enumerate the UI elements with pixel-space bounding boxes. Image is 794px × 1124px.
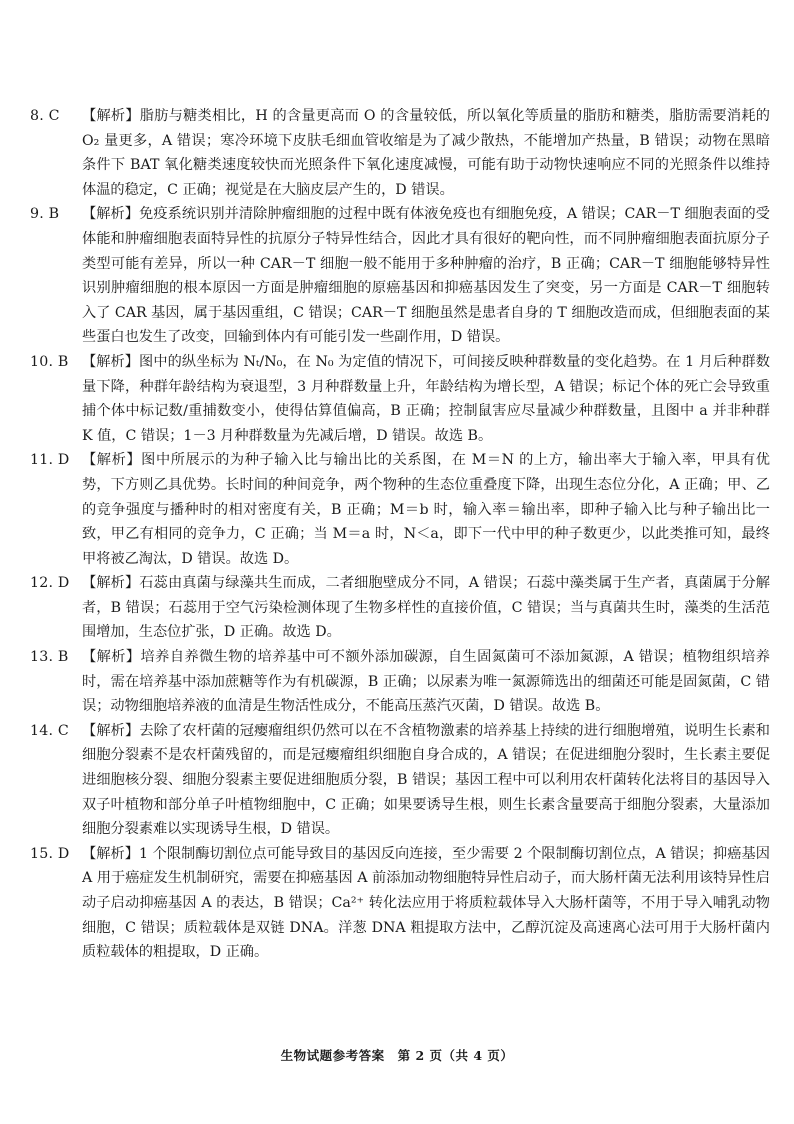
answer-item-15 (30, 842, 770, 965)
answer-label: 10. B (30, 353, 69, 370)
page-footer: 生物试题参考答案 第 2 页（共 4 页） (280, 1048, 514, 1063)
answer-label: 11. D (30, 452, 70, 469)
answer-item-8 (30, 104, 770, 202)
answer-item-12 (30, 571, 770, 645)
answer-explanation: 【解析】石蕊由真菌与绿藻共生而成，二者细胞壁成分不同，A 错误；石蕊中藻类属于生产者，真菌属于分解者，B 错误；石蕊用于空气污染检测体现了生物多样性的直接价值，C 错误；当与真菌共生时，藻类的生活范围增加，生态位扩张，D 正确。故选 D。 (82, 575, 770, 641)
answer-item-9 (30, 202, 770, 350)
answer-item-14 (30, 719, 770, 842)
answer-label: 14. C (30, 722, 69, 739)
answer-explanation: 【解析】脂肪与糖类相比，H 的含量更高而 O 的含量较低，所以氧化等质量的脂肪和糖类，脂肪需要消耗的 O₂ 量更多，A 错误；寒冷环境下皮肤毛细血管收缩是为了减少散热，不能增加产热量，B 错误；动物在黑暗条件下 BAT 氧化糖类速度较快而光照条件下氧化速度减慢，可能有助于动物快速响应不同的光照条件以维持体温的稳定，C 正确；视觉是在大脑皮层产生的，D 错误。 (82, 108, 770, 198)
answer-item-11 (30, 448, 770, 571)
answer-explanation: 【解析】1 个限制酶切割位点可能导致目的基因反向连接，至少需要 2 个限制酶切割位点，A 错误；抑癌基因 A 用于癌症发生机制研究，需要在抑癌基因 A 前添加动物细胞特异性启动子，而大肠杆菌无法利用该特异性启动子启动抑癌基因 A 的表达，B 错误；Ca²⁺ 转化法应用于将质粒载体导入大肠杆菌等，不用于导入哺乳动物细胞，C 错误；质粒载体是双链 DNA。洋葱 DNA 粗提取方法中，乙醇沉淀及高速离心法可用于大肠杆菌内质粒载体的粗提取，D 正确。 (82, 845, 770, 961)
answer-item-10 (30, 350, 770, 448)
answer-explanation: 【解析】去除了农杆菌的冠瘿瘤组织仍然可以在不含植物激素的培养基上持续的进行细胞增殖，说明生长素和细胞分裂素不是农杆菌残留的，而是冠瘿瘤组织细胞自身合成的，A 错误；在促进细胞分裂时，生长素主要促进细胞核分裂、细胞分裂素主要促进细胞质分裂，B 错误；基因工程中可以利用农杆菌转化法将目的基因导入双子叶植物和部分单子叶植物细胞中，C 正确；如果要诱导生根，则生长素含量要高于细胞分裂素，大量添加细胞分裂素难以实现诱导生根，D 错误。 (82, 722, 770, 838)
answer-label: 13. B (30, 649, 69, 666)
answer-list (30, 104, 770, 965)
answer-label: 9. B (30, 206, 60, 223)
answer-explanation: 【解析】培养自养微生物的培养基中可不额外添加碳源，自生固氮菌可不添加氮源，A 错误；植物组织培养时，需在培养基中添加蔗糖等作为有机碳源，B 正确；以尿素为唯一氮源筛选出的细菌还可能是固氮菌，C 错误；动物细胞培养液的血清是生物活性成分，不能高压蒸汽灭菌，D 错误。故选 B。 (82, 649, 770, 715)
answer-item-13 (30, 645, 770, 719)
answer-explanation: 【解析】图中所展示的为种子输入比与输出比的关系图，在 M＝N 的上方，输出率大于输入率，甲具有优势，下方则乙具优势。长时间的种间竞争，两个物种的生态位重叠度下降，出现生态位分化，A 正确；甲、乙的竞争强度与播种时的相对密度有关，B 正确；M＝b 时，输入率＝输出率，即种子输入比与种子输出比一致，甲乙有相同的竞争力，C 正确；当 M＝a 时，N＜a，即下一代中甲的种子数更少，以此类推可知，最终甲将被乙淘汰，D 错误。故选 D。 (82, 452, 770, 567)
answer-explanation: 【解析】免疫系统识别并清除肿瘤细胞的过程中既有体液免疫也有细胞免疫，A 错误；CAR－T 细胞表面的受体能和肿瘤细胞表面特异性的抗原分子特异性结合，因此才具有很好的靶向性，而不同肿瘤细胞表面抗原分子类型可能有差异，所以一种 CAR－T 细胞一般不能用于多种肿瘤的治疗，B 正确；CAR－T 细胞能够特异性识别肿瘤细胞的根本原因一方面是肿瘤细胞的原癌基因和抑癌基因发生了突变，另一方面是 CAR－T 细胞转入了 CAR 基因，属于基因重组，C 错误；CAR－T 细胞虽然是患者自身的 T 细胞改造而成，但细胞表面的某些蛋白也发生了改变，回输到体内有可能引发一些副作用，D 错误。 (82, 206, 770, 346)
answer-explanation: 【解析】图中的纵坐标为 Nₜ/N₀，在 N₀ 为定值的情况下，可间接反映种群数量的变化趋势。在 1 月后种群数量下降，种群年龄结构为衰退型，3 月种群数量上升，年龄结构为增长型，A 错误；标记个体的死亡会导致重捕个体中标记数/重捕数变小，使得估算值偏高，B 正确；控制鼠害应尽量减少种群数量，且图中 a 并非种群 K 值，C 错误；1－3 月种群数量为先减后增，D 错误。故选 B。 (82, 353, 770, 444)
answer-label: 15. D (30, 845, 70, 862)
answer-label: 12. D (30, 575, 70, 592)
answer-label: 8. C (30, 108, 60, 124)
